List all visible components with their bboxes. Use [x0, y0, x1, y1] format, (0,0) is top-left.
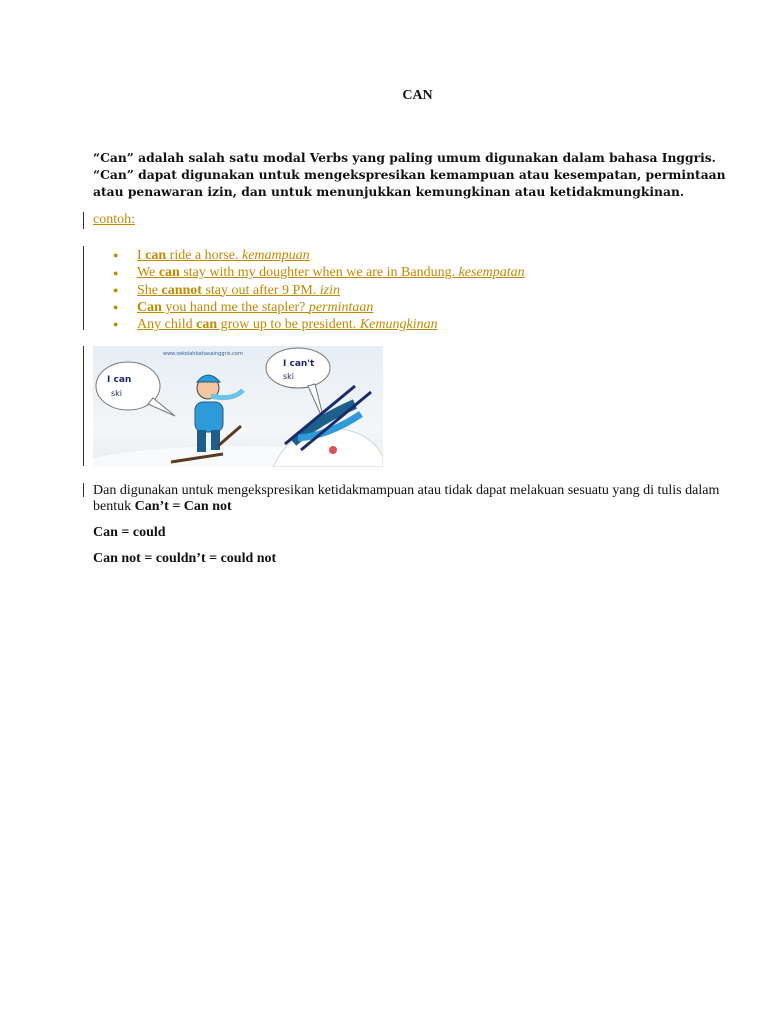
change-bar [83, 346, 84, 466]
equation-can-not: Can not = couldn’t = could not [93, 551, 277, 566]
document-title: CAN [402, 88, 433, 103]
equation-can-could: Can = could [93, 525, 166, 540]
change-bar [83, 246, 84, 330]
svg-text:ski: ski [111, 389, 123, 398]
skier-cartoon-icon [93, 346, 383, 467]
list-item: ● Can you hand me the stapler? permintaan [113, 299, 374, 315]
bullet-icon: ● [113, 267, 119, 278]
list-item: ● We can stay with my doughter when we are in Bandung. kesempatan [113, 265, 525, 281]
change-bar [83, 212, 84, 229]
bullet-icon: ● [113, 284, 119, 295]
bullet-icon: ● [113, 319, 119, 330]
skier-illustration [93, 346, 383, 467]
svg-text:I can't: I can't [283, 359, 315, 369]
list-item: ● I can ride a horse. kemampuan [113, 248, 310, 263]
change-bar [83, 483, 84, 497]
bullet-icon: ● [113, 302, 119, 313]
intro-paragraph [93, 149, 743, 200]
contoh-label: contoh: [93, 212, 135, 227]
bullet-icon: ● [113, 250, 119, 261]
svg-text:I can: I can [107, 375, 132, 385]
example-list [113, 247, 525, 333]
body-paragraph: Dan digunakan untuk mengekspresikan ketidakmampuan atau tidak dapat melakuan sesuatu yang di tulis dalam bentuk Can’t = Can not [93, 483, 720, 514]
intro-line-1: “Can” adalah salah satu modal Verbs yang paling umum digunakan dalam bahasa Inggris. [93, 150, 716, 165]
svg-text:ski: ski [283, 372, 295, 381]
svg-text:www.sekolahbahasainggris.com: www.sekolahbahasainggris.com [163, 351, 243, 357]
list-item: ● She cannot stay out after 9 PM. izin [113, 282, 341, 298]
list-item: ● Any child can grow up to be president. Kemungkinan [113, 317, 438, 333]
intro-line-2: “Can” dapat digunakan untuk mengekspresikan kemampuan atau kesempatan, permintaan atau penawaran izin, dan untuk menunjukkan kemungkinan atau ketidakmungkinan. [93, 167, 726, 199]
